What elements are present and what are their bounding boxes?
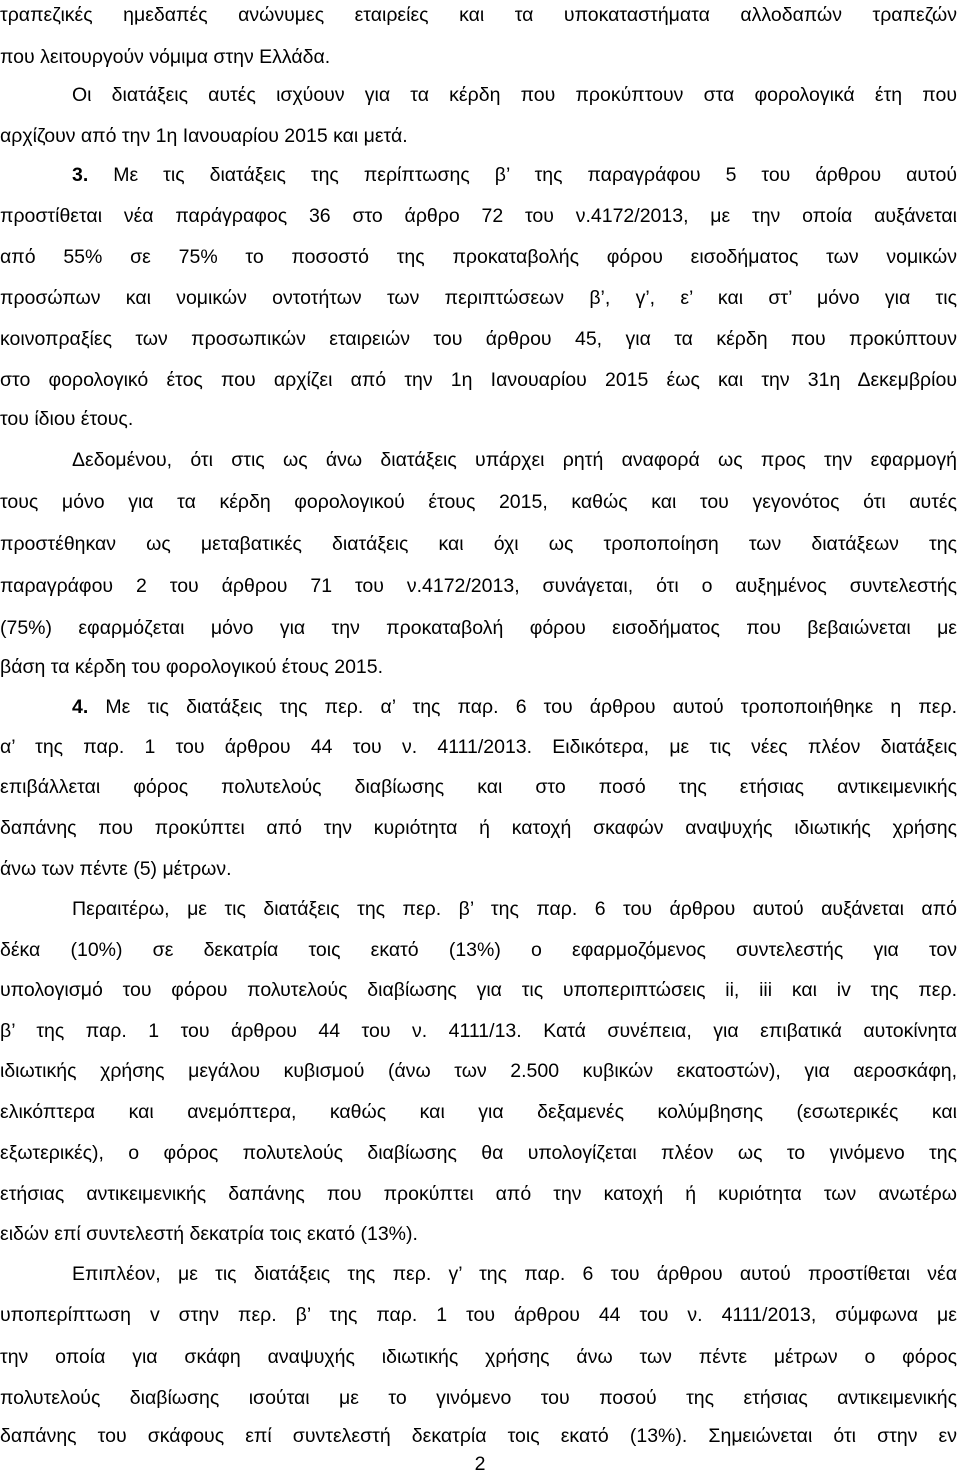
text-line: στο φορολογικό έτος που αρχίζει από την 1η Ιανουαρίου 2015 έως και την 31η Δεκεμβρίου [0,369,957,391]
text-line: τους μόνο για τα κέρδη φορολογικού έτους 2015, καθώς και του γεγονότος ότι αυτές [0,491,957,513]
section-first-line: Με τις διατάξεις της περίπτωσης β’ της παραγράφου 5 του άρθρου αυτού [113,164,957,186]
text-line: εξωτερικές), ο φόρος πολυτελούς διαβίωσης θα υπολογίζεται πλέον ως το γινόμενο της [0,1142,957,1164]
text-line: τραπεζικές ημεδαπές ανώνυμες εταιρείες και τα υποκαταστήματα αλλοδαπών τραπεζών [0,4,957,26]
section-number: 3. [72,164,89,186]
text-line: Δεδομένου, ότι στις ως άνω διατάξεις υπάρχει ρητή αναφορά ως προς την εφαρμογή [72,449,957,471]
text-line: την οποία για σκάφη αναψυχής ιδιωτικής χρήσης άνω των πέντε μέτρων ο φόρος [0,1346,957,1368]
text-line: που λειτουργούν νόμιμα στην Ελλάδα. [0,46,331,68]
text-line: Επιπλέον, με τις διατάξεις της περ. γ’ της παρ. 6 του άρθρου αυτού προστίθεται νέα [72,1263,957,1285]
text-line: προστέθηκαν ως μεταβατικές διατάξεις και όχι ως τροποποίηση των διατάξεων της [0,533,957,555]
text-line: ελικόπτερα και ανεμόπτερα, καθώς και για δεξαμενές κολύμβησης (εσωτερικές και [0,1101,957,1123]
text-line: προστίθεται νέα παράγραφος 36 στο άρθρο 72 του ν.4172/2013, με την οποία αυξάνεται [0,205,957,227]
section-4-heading-line [72,695,957,719]
text-line: Περαιτέρω, με τις διατάξεις της περ. β’ της παρ. 6 του άρθρου αυτού αυξάνεται από [72,898,957,920]
text-line: ετήσιας αντικειμενικής δαπάνης που προκύπτει από την κατοχή ή κυριότητα των ανωτέρω [0,1183,957,1205]
text-line: από 55% σε 75% το ποσοστό της προκαταβολής φόρου εισοδήματος των νομικών [0,246,957,268]
text-line: δέκα (10%) σε δεκατρία τοις εκατό (13%) ο εφαρμοζόμενος συντελεστής για τον [0,939,957,961]
text-line: υποπερίπτωση v στην περ. β’ της παρ. 1 του άρθρου 44 του ν. 4111/2013, σύμφωνα με [0,1304,957,1326]
section-first-line: Με τις διατάξεις της περ. α’ της παρ. 6 του άρθρου αυτού τροποποιήθηκε η περ. [105,696,957,718]
text-line: παραγράφου 2 του άρθρου 71 του ν.4172/2013, συνάγεται, ότι ο αυξημένος συντελεστής [0,575,957,597]
text-line: β’ της παρ. 1 του άρθρου 44 του ν. 4111/13. Κατά συνέπεια, για επιβατικά αυτοκίνητα [0,1020,957,1042]
text-line: ιδιωτικής χρήσης μεγάλου κυβισμού (άνω των 2.500 κυβικών εκατοστών), για αεροσκάφη, [0,1060,957,1082]
text-line: δαπάνης που προκύπτει από την κυριότητα ή κατοχή σκαφών αναψυχής ιδιωτικής χρήσης [0,817,957,839]
text-line: Οι διατάξεις αυτές ισχύουν για τα κέρδη που προκύπτουν στα φορολογικά έτη που [72,84,957,106]
text-line: επιβάλλεται φόρος πολυτελούς διαβίωσης και στο ποσό της ετήσιας αντικειμενικής [0,776,957,798]
section-number: 4. [72,696,89,718]
text-line: του ίδιου έτους. [0,408,134,430]
text-line: προσώπων και νομικών οντοτήτων των περιπτώσεων β’, γ’, ε’ και στ’ μόνο για τις [0,287,957,309]
text-line: α’ της παρ. 1 του άρθρου 44 του ν. 4111/2013. Ειδικότερα, με τις νέες πλέον διατάξεις [0,736,957,758]
text-line: (75%) εφαρμόζεται μόνο για την προκαταβολή φόρου εισοδήματος που βεβαιώνεται με [0,617,957,639]
text-line: αρχίζουν από την 1η Ιανουαρίου 2015 και μετά. [0,125,408,147]
text-line: άνω των πέντε (5) μέτρων. [0,858,232,880]
text-line: κοινοπραξίες των προσωπικών εταιρειών του άρθρου 45, για τα κέρδη που προκύπτουν [0,328,957,350]
section-3-heading-line [72,163,957,187]
text-line: υπολογισμό του φόρου πολυτελούς διαβίωσης για τις υποπεριπτώσεις ii, iii και iv της περ. [0,979,957,1001]
text-line: πολυτελούς διαβίωσης ισούται με το γινόμενο του ποσού της ετήσιας αντικειμενικής [0,1387,957,1409]
page-number: 2 [474,1453,486,1475]
text-line: βάση τα κέρδη του φορολογικού έτους 2015. [0,656,384,678]
text-line: ειδών επί συντελεστή δεκατρία τοις εκατό (13%). [0,1223,418,1245]
text-line: δαπάνης του σκάφους επί συντελεστή δεκατρία τοις εκατό (13%). Σημειώνεται ότι στην εν [0,1425,957,1447]
